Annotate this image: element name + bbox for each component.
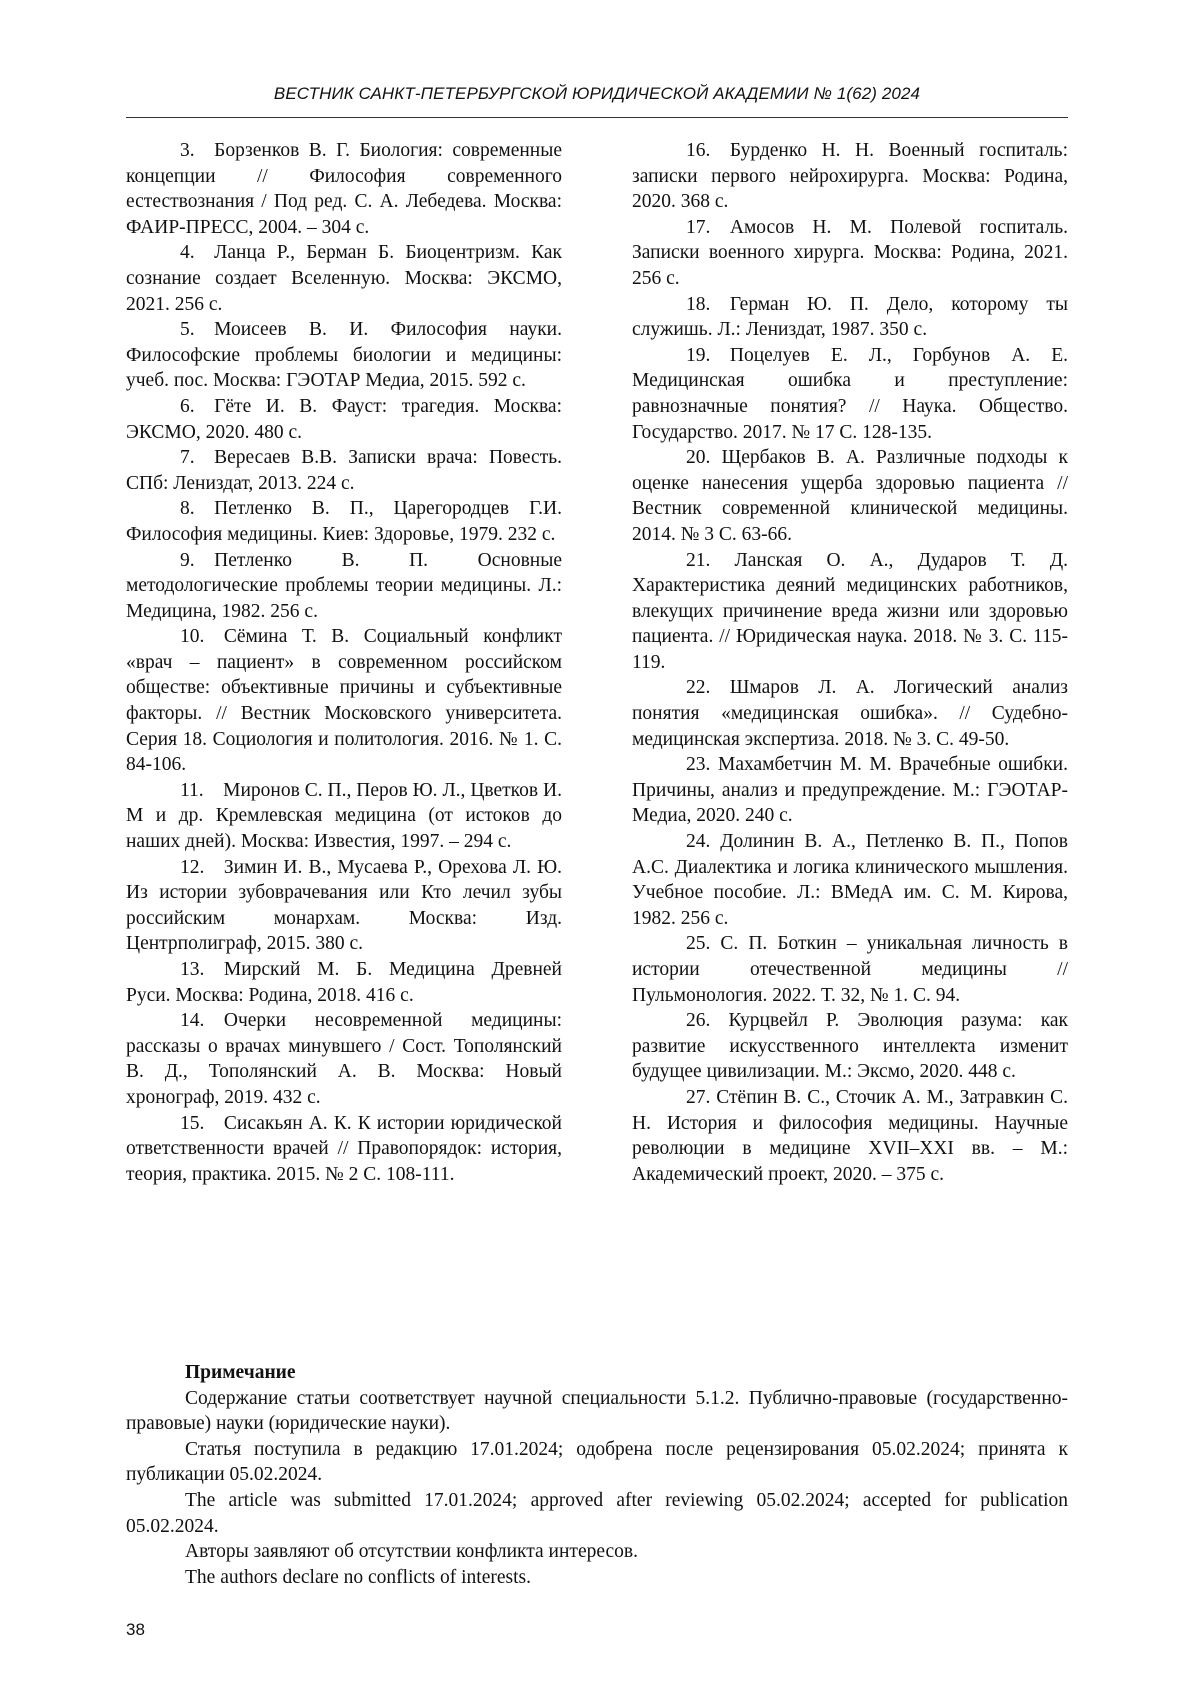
reference-item: 26. Курцвейл Р. Эволюция разума: как развитие искусственного интеллекта изменит будущее цивилизации. М.: Эксмо, 2020. 448 с. <box>632 1010 1068 1083</box>
note-specialty: Содержание статьи соответствует научной специальности 5.1.2. Публично-правовые (государственно-правовые) науки (юридические науки). <box>126 1387 1068 1435</box>
note-dates-ru: Статья поступила в редакцию 17.01.2024; одобрена после рецензирования 05.02.2024; принята к публикации 05.02.2024. <box>126 1438 1068 1486</box>
reference-item: 18. Герман Ю. П. Дело, которому ты служишь. Л.: Лениздат, 1987. 350 с. <box>632 293 1068 341</box>
note-dates-en: The article was submitted 17.01.2024; approved after reviewing 05.02.2024; accepted for publication 05.02.2024. <box>126 1489 1068 1537</box>
note-conflict-ru: Авторы заявляют об отсутствии конфликта интересов. <box>185 1541 638 1563</box>
reference-item: 7. Вересаев В.В. Записки врача: Повесть. СПб: Лениздат, 2013. 224 с. <box>126 447 562 494</box>
reference-item: 22. Шмаров Л. А. Логический анализ понятия «медицинская ошибка». // Судебно-медицинская экспертиза. 2018. № 3. С. 49-50. <box>632 677 1068 750</box>
note-conflict-en: The authors declare no conflicts of interests. <box>185 1566 532 1588</box>
reference-item: 27. Стёпин В. С., Сточик А. М., Затравкин С. Н. История и философия медицины. Научные революции в медицине XVII–XXI вв. – М.: Академический проект, 2020. – 375 с. <box>632 1086 1068 1185</box>
reference-item: 24. Долинин В. А., Петленко В. П., Попов А.С. Диалектика и логика клинического мышления. Учебное пособие. Л.: ВМедА им. С. М. Кирова, 1982. 256 с. <box>632 831 1068 929</box>
reference-item: 10. Сёмина Т. В. Социальный конфликт «врач – пациент» в современном российском обществе: объективные причины и субъективные факторы. // Вестник Московского университета. Серия 18. Социология и политология. 2016. № 1. С. 84-106. <box>126 626 562 776</box>
reference-item: 3. Борзенков В. Г. Биология: современные концепции // Философия современного естествознания / Под ред. С. А. Лебедева. Москва: ФАИР-ПРЕСС, 2004. – 304 с. <box>126 140 562 238</box>
reference-item: 25. С. П. Боткин – уникальная личность в истории отечественной медицины // Пульмонология. 2022. Т. 32, № 1. С. 94. <box>632 933 1068 1006</box>
reference-item: 12. Зимин И. В., Мусаева Р., Орехова Л. Ю. Из истории зубоврачевания или Кто лечил зубы российским монархам. Москва: Изд. Центрполиграф, 2015. 380 с. <box>126 856 562 955</box>
reference-item: 23. Махамбетчин М. М. Врачебные ошибки. Причины, анализ и предупреждение. М.: ГЭОТАР-Медиа, 2020. 240 с. <box>632 754 1068 827</box>
reference-item: 13. Мирский М. Б. Медицина Древней Руси. Москва: Родина, 2018. 416 с. <box>126 959 562 1006</box>
reference-item: 9. Петленко В. П. Основные методологические проблемы теории медицины. Л.: Медицина, 1982. 256 с. <box>126 549 562 622</box>
reference-item: 4. Ланца Р., Берман Б. Биоцентризм. Как сознание создает Вселенную. Москва: ЭКСМО, 2021. 256 с. <box>126 242 562 315</box>
reference-item: 8. Петленко В. П., Царегородцев Г.И. Философия медицины. Киев: Здоровье, 1979. 232 с. <box>126 498 562 545</box>
reference-item: 15. Сисакьян А. К. К истории юридической ответственности врачей // Правопорядок: история, теория, практика. 2015. № 2 С. 108-111. <box>126 1112 562 1185</box>
reference-item: 19. Поцелуев Е. Л., Горбунов А. Е. Медицинская ошибка и преступление: равнозначные понятия? // Наука. Общество. Государство. 2017. № 17 С. 128-135. <box>632 344 1068 443</box>
reference-item: 5. Моисеев В. И. Философия науки. Философские проблемы биологии и медицины: учеб. пос. Москва: ГЭОТАР Медиа, 2015. 592 с. <box>126 319 562 392</box>
reference-item: 6. Гёте И. В. Фауст: трагедия. Москва: ЭКСМО, 2020. 480 с. <box>126 395 562 443</box>
reference-item: 21. Ланская О. А., Дударов Т. Д. Характеристика деяний медицинских работников, влекущих причинение вреда жизни или здоровью пациента. // Юридическая наука. 2018. № 3. С. 115-119. <box>632 549 1068 673</box>
reference-item: 14. Очерки несовременной медицины: рассказы о врачах минувшего / Сост. Тополянский В. Д., Тополянский А. В. Москва: Новый хронограф, 2019. 432 с. <box>126 1010 562 1108</box>
references-left-column <box>126 138 562 1187</box>
reference-item: 20. Щербаков В. А. Различные подходы к оценке нанесения ущерба здоровью пациента // Вестник современной клинической медицины. 2014. № 3 С. 63-66. <box>632 447 1068 545</box>
page-number: 38 <box>126 1620 145 1639</box>
reference-item: 11. Миронов С. П., Перов Ю. Л., Цветков И. М и др. Кремлевская медицина (от истоков до наших дней). Москва: Известия, 1997. – 294 с. <box>126 779 562 853</box>
references-right-column <box>632 138 1068 1187</box>
reference-item: 16. Бурденко Н. Н. Военный госпиталь: записки первого нейрохирурга. Москва: Родина, 2020. 368 с. <box>632 140 1068 213</box>
header-rule <box>126 117 1068 118</box>
reference-item: 17. Амосов Н. М. Полевой госпиталь. Записки военного хирурга. Москва: Родина, 2021. 256 с. <box>632 216 1068 289</box>
note-title: Примечание <box>185 1362 296 1383</box>
article-note <box>126 1360 1068 1590</box>
running-title: ВЕСТНИК САНКТ-ПЕТЕРБУРГСКОЙ ЮРИДИЧЕСКОЙ АКАДЕМИИ № 1(62) 2024 <box>273 84 921 103</box>
